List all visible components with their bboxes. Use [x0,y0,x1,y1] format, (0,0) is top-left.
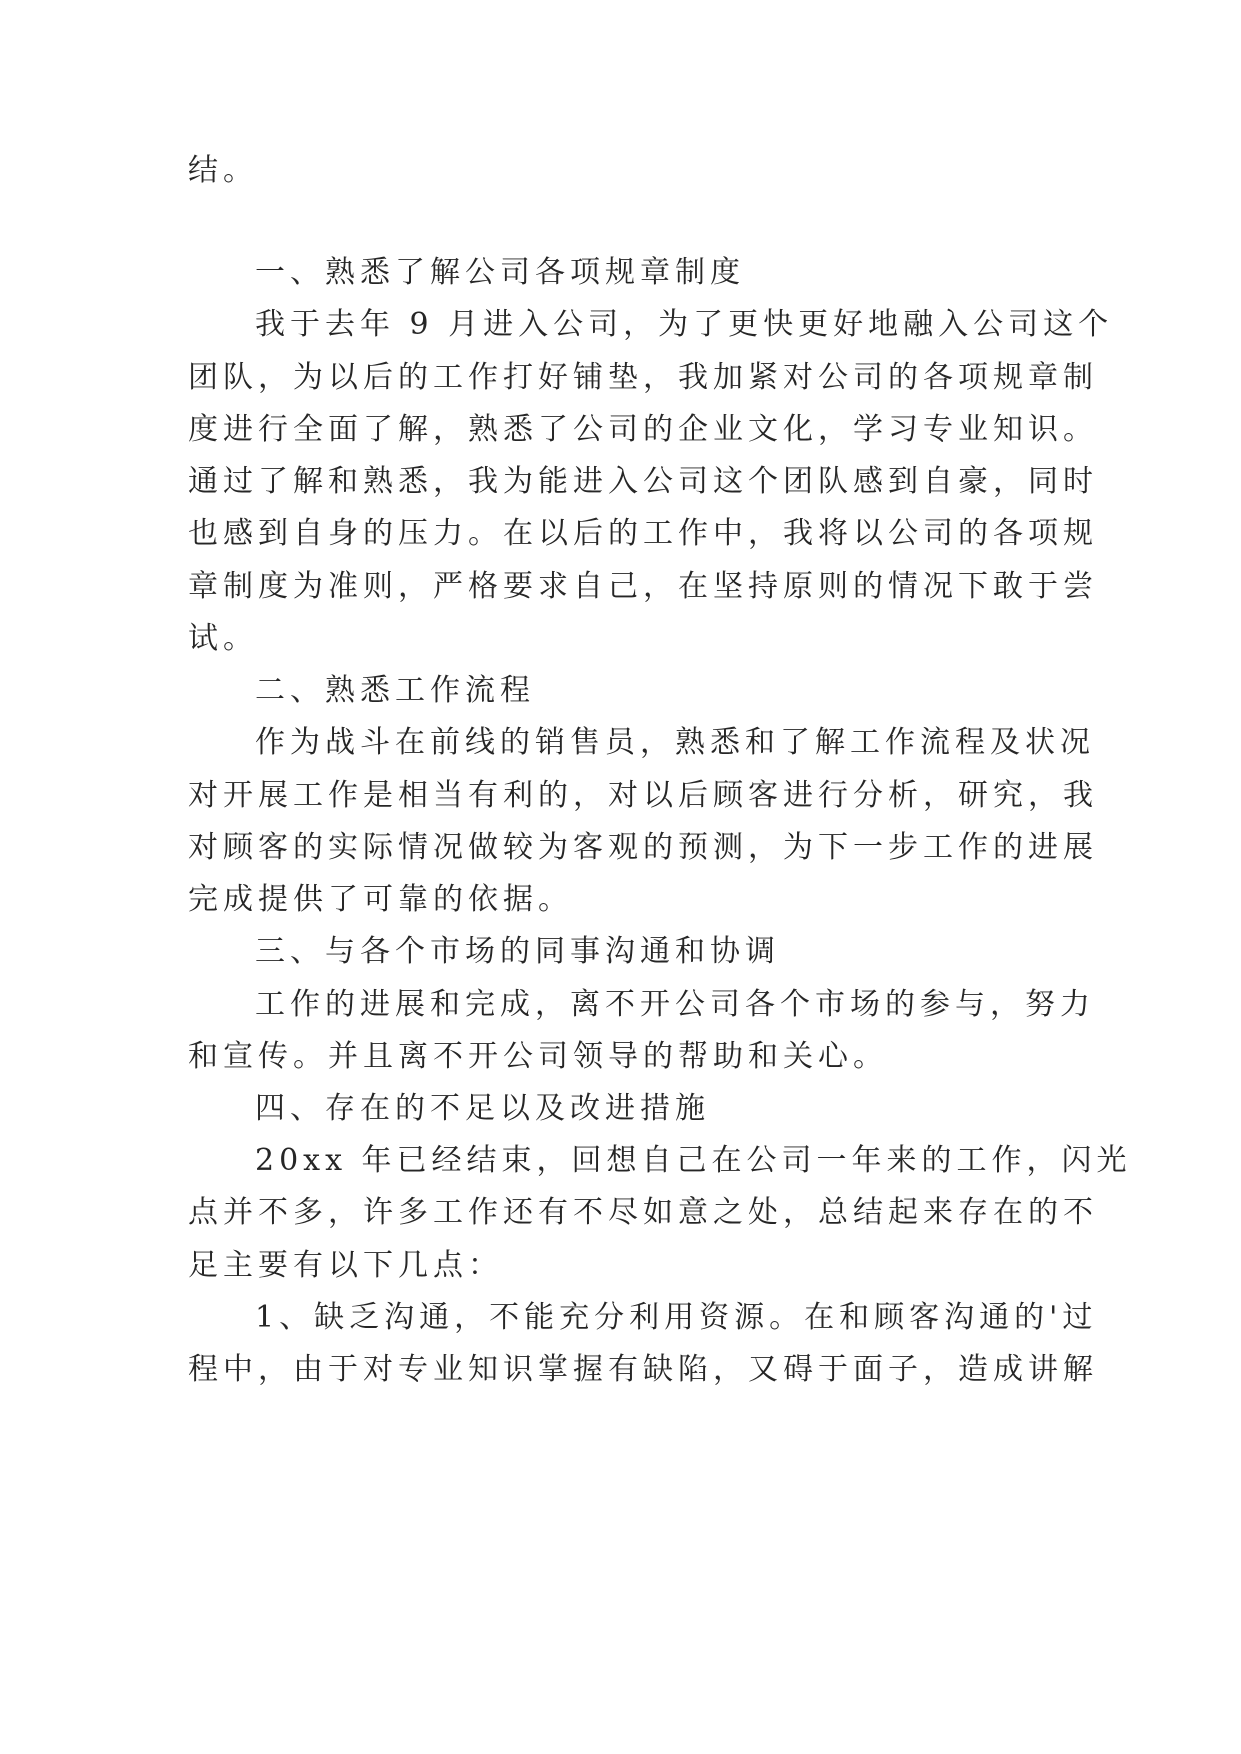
paragraph-line: 对顾客的实际情况做较为客观的预测，为下一步工作的进展 [188,830,1098,865]
paragraph-line: 章制度为准则，严格要求自己，在坚持原则的情况下敢于尝 [188,569,1098,604]
paragraph-line: 足主要有以下几点： [188,1248,503,1283]
list-item-line: 1、缺乏沟通，不能充分利用资源。在和顾客沟通的'过 [255,1300,1098,1335]
paragraph-line: 试。 [188,621,258,656]
section-heading: 一、熟悉了解公司各项规章制度 [255,255,745,290]
paragraph-line: 作为战斗在前线的销售员，熟悉和了解工作流程及状况 [255,725,1095,760]
paragraph-line: 对开展工作是相当有利的，对以后顾客进行分析，研究，我 [188,778,1098,813]
paragraph-line: 结。 [188,153,258,188]
section-heading: 三、与各个市场的同事沟通和协调 [255,934,780,969]
paragraph-line: 团队，为以后的工作打好铺垫，我加紧对公司的各项规章制 [188,360,1098,395]
paragraph-line: 点并不多，许多工作还有不尽如意之处，总结起来存在的不 [188,1195,1098,1230]
paragraph-line: 完成提供了可靠的依据。 [188,882,573,917]
section-heading: 四、存在的不足以及改进措施 [255,1091,710,1126]
paragraph-line: 通过了解和熟悉，我为能进入公司这个团队感到自豪，同时 [188,464,1098,499]
paragraph-line: 程中，由于对专业知识掌握有缺陷，又碍于面子，造成讲解 [188,1352,1098,1387]
paragraph-line: 我于去年 9 月进入公司，为了更快更好地融入公司这个 [255,307,1114,342]
paragraph-line: 工作的进展和完成，离不开公司各个市场的参与，努力 [255,987,1095,1022]
paragraph-line: 度进行全面了解，熟悉了公司的企业文化，学习专业知识。 [188,412,1098,447]
paragraph-line: 也感到自身的压力。在以后的工作中，我将以公司的各项规 [188,516,1098,551]
paragraph-line: 20xx 年已经结束，回想自己在公司一年来的工作，闪光 [255,1143,1132,1178]
section-heading: 二、熟悉工作流程 [255,673,535,708]
paragraph-line: 和宣传。并且离不开公司领导的帮助和关心。 [188,1039,888,1074]
